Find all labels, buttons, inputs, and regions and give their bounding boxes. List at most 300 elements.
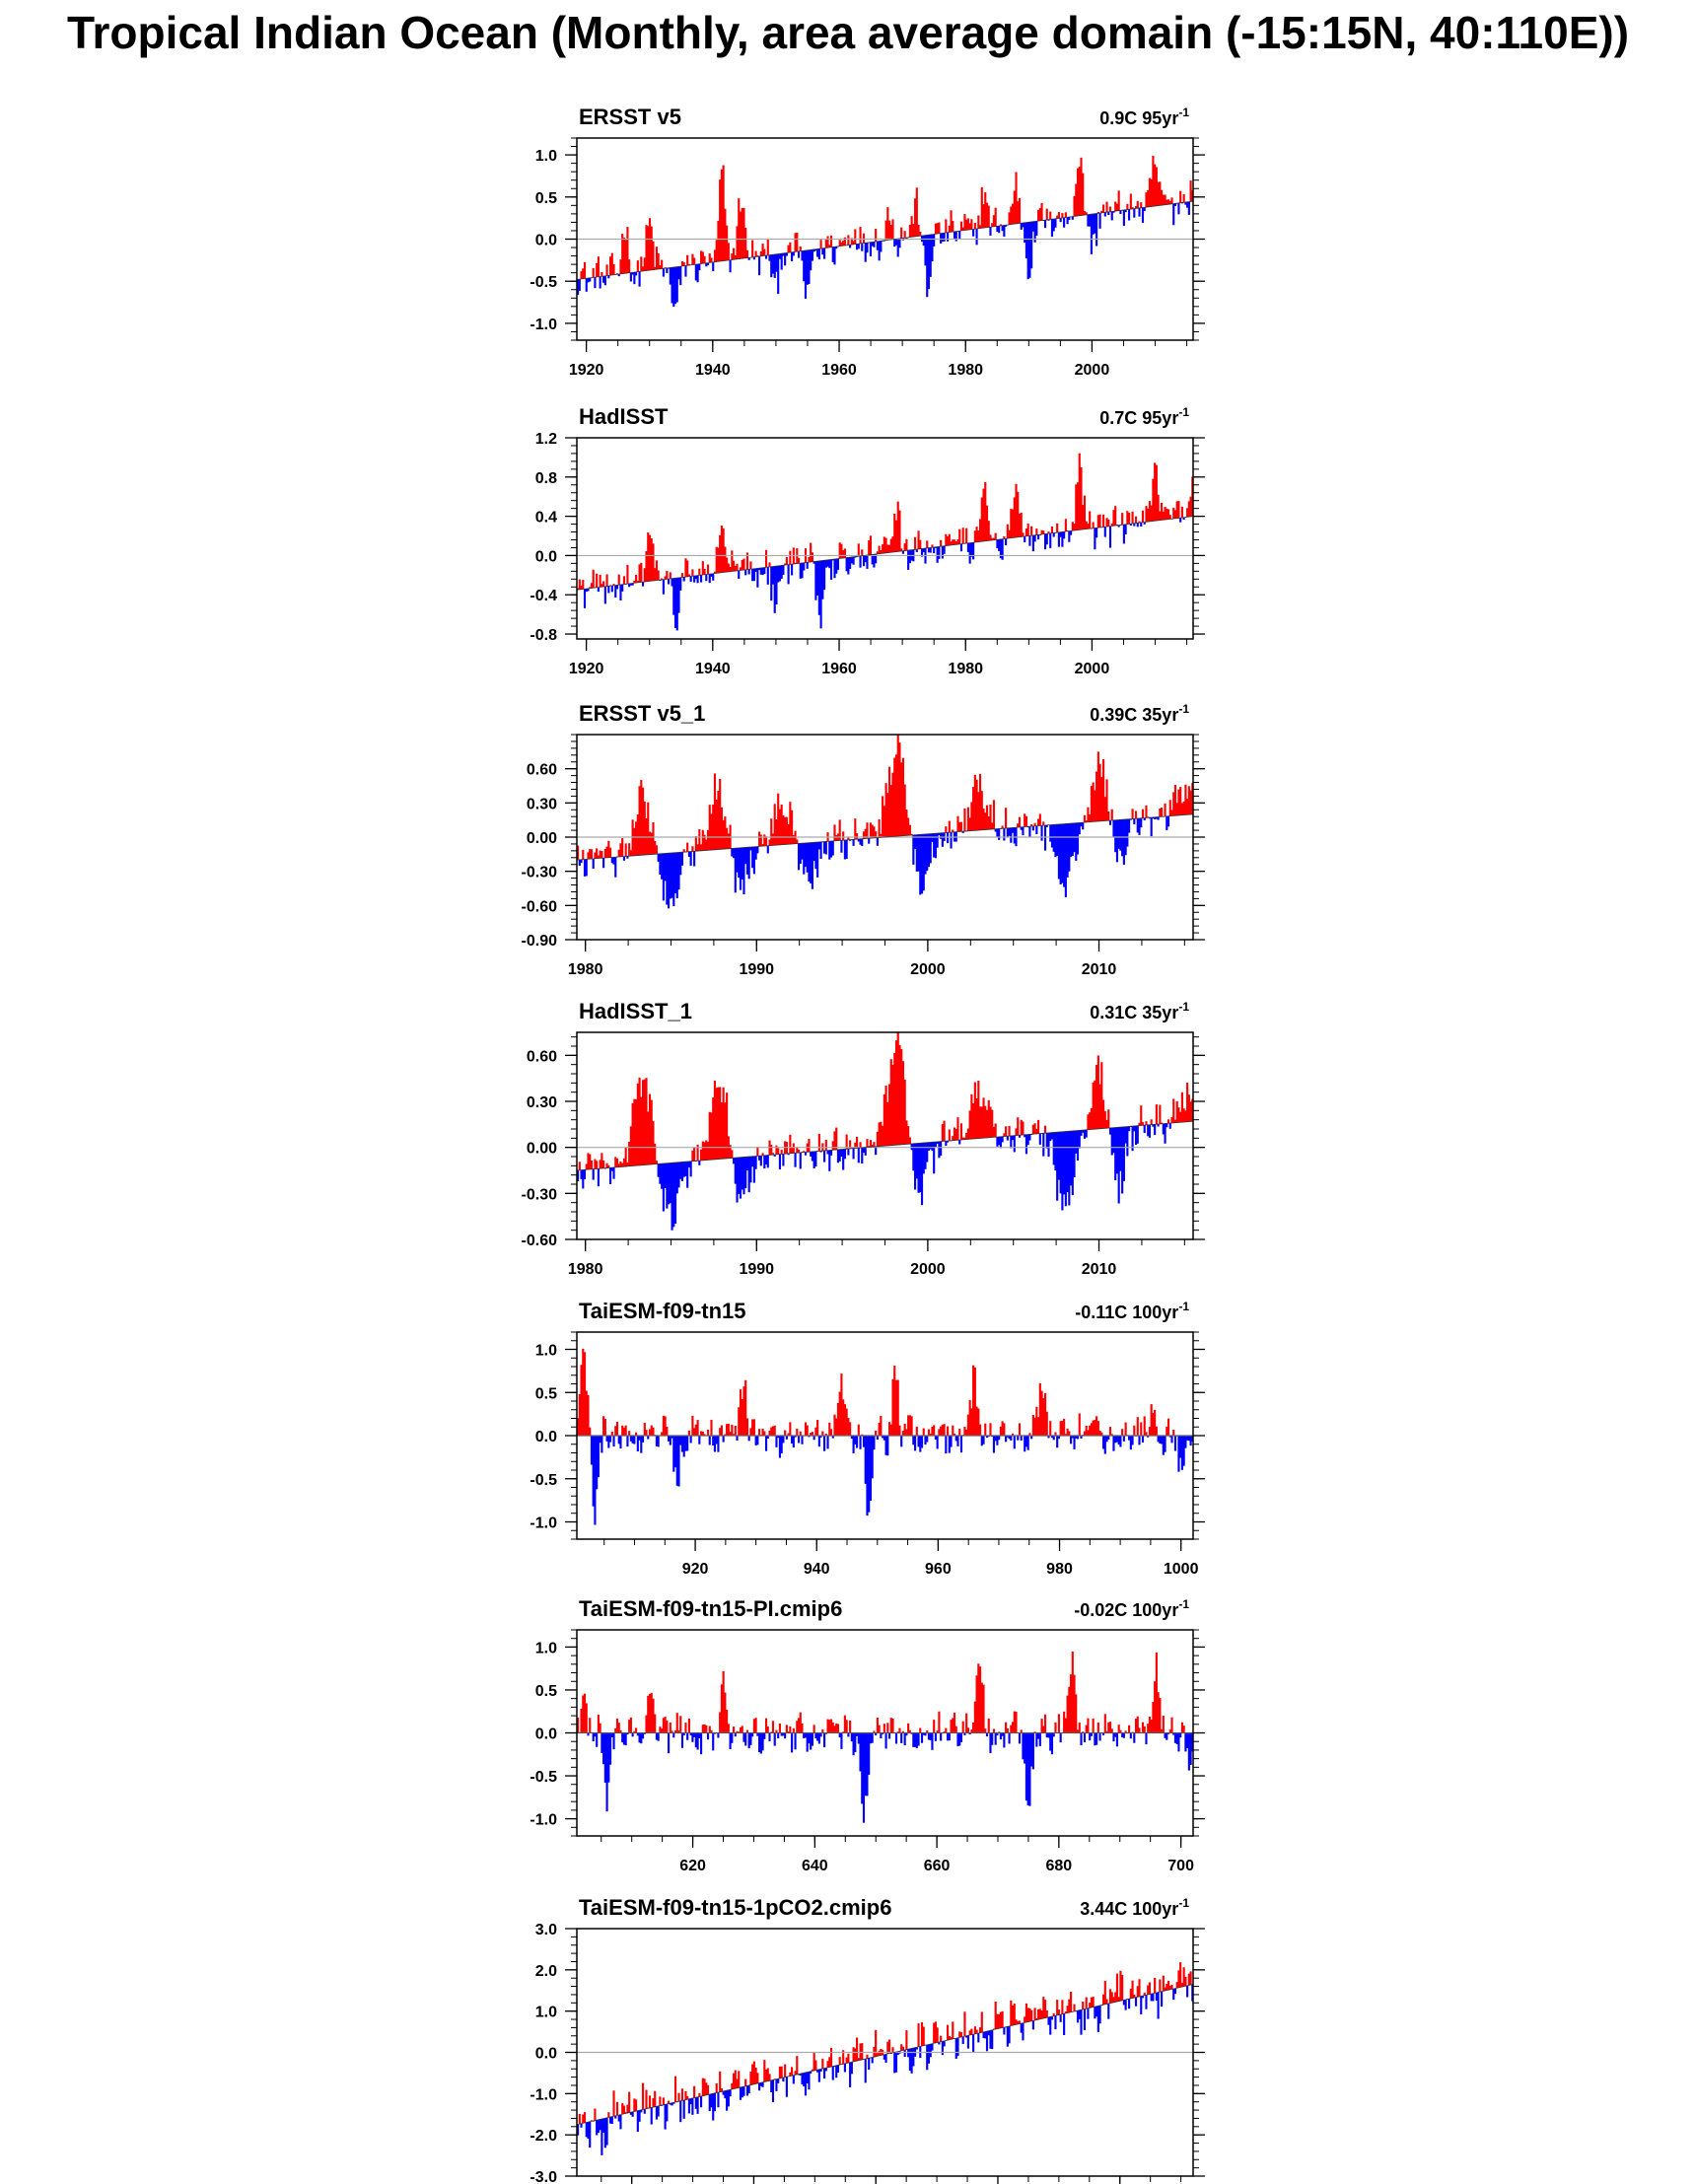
positive-anomaly-bar	[1145, 1121, 1147, 1125]
positive-anomaly-bar	[763, 1432, 765, 1436]
positive-anomaly-bar	[813, 1725, 815, 1732]
negative-anomaly-bar	[1005, 538, 1007, 545]
negative-anomaly-bar	[823, 1436, 825, 1451]
positive-anomaly-bar	[1156, 1104, 1158, 1124]
x-tick-label: 1960	[821, 362, 857, 379]
positive-anomaly-bar	[1167, 1419, 1169, 1436]
y-tick-label: -0.5	[530, 1769, 557, 1787]
panel-title: ERSST v5	[579, 105, 681, 129]
y-tick-label: 0.0	[534, 1726, 557, 1743]
positive-anomaly-bar	[1087, 1719, 1089, 1733]
negative-anomaly-bar	[690, 1436, 692, 1443]
positive-anomaly-bar	[1079, 1723, 1081, 1732]
positive-anomaly-bar	[856, 2038, 858, 2062]
positive-anomaly-bar	[1002, 2011, 1004, 2028]
negative-anomaly-bar	[853, 839, 855, 846]
trend-label: 0.39C $35yr^{-1}$	[1090, 702, 1189, 725]
negative-anomaly-bar	[803, 563, 805, 571]
positive-anomaly-bar	[958, 529, 960, 544]
positive-anomaly-bar	[1017, 1117, 1019, 1135]
positive-anomaly-bar	[905, 2030, 907, 2050]
panel-title: TaiESM-f09-tn15-1pCO2.cmip6	[579, 1895, 892, 1920]
positive-anomaly-bar	[602, 1161, 604, 1168]
positive-anomaly-bar	[808, 1139, 810, 1152]
negative-anomaly-bar	[1172, 204, 1174, 226]
positive-anomaly-bar	[847, 2054, 849, 2063]
negative-anomaly-bar	[1099, 2006, 1101, 2023]
positive-anomaly-bar	[970, 219, 972, 229]
positive-anomaly-bar	[612, 2090, 614, 2116]
negative-anomaly-bar	[601, 1436, 602, 1452]
positive-anomaly-bar	[1005, 1126, 1007, 1136]
positive-anomaly-bar	[749, 561, 751, 569]
negative-anomaly-bar	[748, 1436, 750, 1441]
negative-anomaly-bar	[666, 2104, 668, 2121]
negative-anomaly-bar	[782, 565, 784, 575]
positive-anomaly-bar	[949, 821, 951, 833]
positive-anomaly-bar	[995, 1123, 997, 1137]
y-tick-label: -1.0	[530, 1811, 557, 1829]
positive-anomaly-bar	[814, 2061, 816, 2071]
positive-anomaly-bar	[586, 1703, 588, 1732]
x-tick-label: 2000	[1074, 362, 1110, 379]
trend-unit-superscript: -1	[1178, 1896, 1189, 1910]
negative-anomaly-bar	[1003, 1733, 1005, 1748]
negative-anomaly-bar	[584, 1169, 586, 1179]
positive-anomaly-bar	[1161, 808, 1163, 816]
positive-anomaly-bar	[947, 1427, 949, 1436]
negative-anomaly-bar	[872, 1733, 874, 1743]
negative-anomaly-bar	[877, 1436, 879, 1440]
positive-anomaly-bar	[601, 851, 602, 858]
negative-anomaly-bar	[1042, 1133, 1044, 1156]
positive-anomaly-bar	[1054, 1723, 1056, 1733]
positive-anomaly-bar	[1137, 1417, 1139, 1436]
negative-anomaly-bar	[1132, 1436, 1134, 1444]
positive-anomaly-bar	[686, 255, 688, 266]
positive-anomaly-bar	[821, 2059, 823, 2069]
negative-anomaly-bar	[832, 841, 834, 856]
positive-anomaly-bar	[1058, 212, 1060, 218]
negative-anomaly-bar	[1158, 817, 1160, 820]
negative-anomaly-bar	[1014, 1436, 1016, 1448]
negative-anomaly-bar	[847, 1149, 849, 1156]
positive-anomaly-bar	[784, 2065, 786, 2078]
positive-anomaly-bar	[1109, 206, 1111, 211]
negative-anomaly-bar	[1107, 2004, 1109, 2019]
positive-anomaly-bar	[1070, 1992, 1072, 2012]
negative-anomaly-bar	[1019, 1733, 1021, 1744]
positive-anomaly-bar	[962, 528, 964, 543]
positive-anomaly-bar	[602, 581, 604, 587]
negative-anomaly-bar	[1144, 207, 1146, 211]
positive-anomaly-bar	[1144, 1726, 1146, 1733]
y-tick-label: -0.4	[530, 588, 557, 605]
positive-anomaly-bar	[1132, 809, 1134, 818]
negative-anomaly-bar	[619, 1436, 621, 1448]
positive-anomaly-bar	[1142, 511, 1144, 523]
y-tick-label: 0.5	[534, 1385, 557, 1403]
y-tick-label: 0.0	[534, 2045, 557, 2063]
positive-anomaly-bar	[1181, 507, 1183, 518]
negative-anomaly-bar	[872, 2058, 874, 2064]
negative-anomaly-bar	[1140, 523, 1142, 527]
negative-anomaly-bar	[982, 1436, 984, 1444]
positive-anomaly-bar	[606, 264, 608, 275]
negative-anomaly-bar	[767, 1156, 769, 1168]
negative-anomaly-bar	[793, 1436, 795, 1447]
y-tick-label: 1.0	[534, 2004, 557, 2021]
negative-anomaly-bar	[1028, 1134, 1030, 1140]
negative-anomaly-bar	[700, 575, 702, 582]
positive-anomaly-bar	[1044, 1126, 1046, 1134]
negative-anomaly-bar	[593, 1169, 595, 1180]
negative-anomaly-bar	[782, 2078, 784, 2081]
y-axis	[530, 431, 1205, 644]
positive-anomaly-bar	[612, 264, 614, 275]
x-tick-label: 1980	[567, 961, 603, 978]
negative-anomaly-bar	[712, 1733, 714, 1751]
positive-anomaly-bar	[866, 822, 868, 838]
negative-anomaly-bar	[777, 1733, 779, 1738]
positive-anomaly-bar	[630, 1718, 632, 1733]
positive-anomaly-bar	[858, 1425, 860, 1436]
negative-anomaly-bar	[1095, 1733, 1097, 1745]
positive-anomaly-bar	[988, 206, 990, 228]
negative-anomaly-bar	[1140, 818, 1142, 827]
negative-anomaly-bar	[1032, 1733, 1034, 1770]
positive-anomaly-bar	[1140, 202, 1142, 208]
trend-label: -0.02C $100yr^{-1}$	[1074, 1597, 1189, 1620]
positive-anomaly-bar	[1135, 811, 1137, 819]
negative-anomaly-bar	[904, 2050, 906, 2057]
positive-anomaly-bar	[774, 1426, 776, 1436]
positive-anomaly-bar	[768, 2074, 770, 2080]
negative-anomaly-bar	[1128, 819, 1130, 833]
negative-anomaly-bar	[1179, 1733, 1181, 1738]
negative-anomaly-bar	[579, 279, 581, 291]
positive-anomaly-bar	[683, 262, 685, 266]
negative-anomaly-bar	[609, 1436, 611, 1443]
x-tick-label: 1940	[695, 362, 731, 379]
x-tick-label: 940	[803, 1561, 830, 1578]
positive-anomaly-bar	[821, 1432, 823, 1436]
negative-anomaly-bar	[791, 1733, 793, 1753]
positive-anomaly-bar	[621, 838, 623, 857]
negative-anomaly-bar	[998, 828, 1000, 839]
negative-anomaly-bar	[1070, 530, 1072, 534]
negative-anomaly-bar	[690, 1162, 692, 1177]
negative-anomaly-bar	[1084, 2009, 1086, 2030]
negative-anomaly-bar	[658, 1436, 660, 1446]
positive-anomaly-bar	[594, 2108, 596, 2120]
negative-anomaly-bar	[782, 1436, 784, 1443]
panel-title: TaiESM-f09-tn15-PI.cmip6	[579, 1596, 843, 1621]
positive-anomaly-bar	[800, 247, 802, 251]
positive-anomaly-bar	[1170, 1718, 1172, 1733]
y-tick-label: -1.0	[530, 1515, 557, 1532]
negative-anomaly-bar	[705, 575, 707, 582]
negative-anomaly-bar	[989, 227, 991, 236]
negative-anomaly-bar	[1002, 539, 1004, 560]
negative-anomaly-bar	[880, 241, 882, 251]
positive-anomaly-bar	[960, 2032, 962, 2037]
positive-anomaly-bar	[635, 2099, 637, 2111]
negative-anomaly-bar	[635, 272, 637, 276]
negative-anomaly-bar	[600, 277, 601, 289]
negative-anomaly-bar	[1035, 826, 1037, 834]
negative-anomaly-bar	[1186, 1986, 1188, 1998]
negative-anomaly-bar	[679, 578, 681, 591]
x-tick-label: 700	[1167, 1858, 1194, 1874]
positive-anomaly-bar	[1138, 1727, 1140, 1732]
negative-anomaly-bar	[632, 2112, 634, 2117]
positive-anomaly-bar	[849, 1721, 851, 1732]
positive-anomaly-bar	[982, 1685, 984, 1733]
positive-anomaly-bar	[1167, 1119, 1169, 1123]
negative-anomaly-bar	[586, 859, 588, 876]
positive-anomaly-bar	[856, 833, 858, 839]
positive-anomaly-bar	[705, 1726, 707, 1733]
negative-anomaly-bar	[609, 1733, 611, 1765]
positive-anomaly-bar	[777, 1148, 779, 1154]
negative-anomaly-bar	[1170, 1436, 1172, 1443]
positive-anomaly-bar	[967, 1727, 969, 1732]
positive-anomaly-bar	[786, 557, 788, 565]
negative-anomaly-bar	[626, 1436, 628, 1446]
positive-anomaly-bar	[693, 257, 695, 264]
positive-anomaly-bar	[693, 2086, 695, 2098]
negative-anomaly-bar	[1109, 820, 1111, 825]
positive-anomaly-bar	[1159, 1698, 1161, 1732]
negative-anomaly-bar	[612, 1167, 614, 1179]
negative-anomaly-bar	[825, 841, 827, 854]
negative-anomaly-bar	[642, 1436, 644, 1443]
positive-anomaly-bar	[674, 2077, 676, 2102]
positive-anomaly-bar	[738, 2071, 740, 2087]
negative-anomaly-bar	[813, 1436, 815, 1440]
positive-anomaly-bar	[870, 535, 872, 554]
negative-anomaly-bar	[698, 264, 700, 270]
x-tick-label: 2010	[1081, 961, 1117, 978]
negative-anomaly-bar	[1039, 1733, 1041, 1746]
positive-anomaly-bar	[1046, 1412, 1048, 1436]
x-tick-label: 980	[1046, 1561, 1073, 1578]
positive-anomaly-bar	[628, 259, 630, 273]
negative-anomaly-bar	[1135, 1998, 1137, 2007]
positive-anomaly-bar	[801, 1724, 803, 1733]
positive-anomaly-bar	[1183, 194, 1185, 202]
negative-anomaly-bar	[1054, 219, 1056, 228]
positive-anomaly-bar	[914, 537, 916, 550]
positive-anomaly-bar	[858, 543, 860, 556]
x-tick-label: 1000	[1163, 1561, 1199, 1578]
positive-anomaly-bar	[1030, 527, 1032, 535]
negative-anomaly-bar	[1082, 822, 1084, 829]
positive-anomaly-bar	[584, 2112, 586, 2123]
x-tick-label: 960	[925, 1561, 952, 1578]
negative-anomaly-bar	[1130, 1733, 1132, 1739]
positive-anomaly-bar	[746, 1418, 748, 1436]
negative-anomaly-bar	[1003, 2027, 1005, 2034]
positive-anomaly-bar	[981, 2011, 983, 2032]
negative-anomaly-bar	[738, 571, 740, 579]
negative-anomaly-bar	[748, 2085, 750, 2093]
positive-anomaly-bar	[800, 1432, 802, 1436]
negative-anomaly-bar	[931, 2044, 933, 2051]
positive-anomaly-bar	[781, 1150, 783, 1154]
y-tick-label: -0.30	[521, 1186, 557, 1204]
positive-anomaly-bar	[825, 1140, 827, 1151]
negative-anomaly-bar	[1119, 210, 1121, 214]
trend-unit-superscript: -1	[1178, 702, 1189, 716]
positive-anomaly-bar	[1125, 1423, 1127, 1436]
negative-anomaly-bar	[598, 588, 600, 592]
positive-anomaly-bar	[656, 1161, 658, 1163]
anomaly-bars	[577, 1962, 1193, 2155]
negative-anomaly-bar	[1084, 1733, 1086, 1743]
positive-anomaly-bar	[1039, 813, 1041, 825]
positive-anomaly-bar	[744, 2079, 746, 2086]
negative-anomaly-bar	[594, 277, 596, 288]
negative-anomaly-bar	[823, 1733, 825, 1748]
negative-anomaly-bar	[933, 234, 935, 246]
positive-anomaly-bar	[1075, 1694, 1077, 1732]
positive-anomaly-bar	[1164, 804, 1166, 816]
positive-anomaly-bar	[945, 219, 947, 233]
positive-anomaly-bar	[916, 1427, 918, 1436]
negative-anomaly-bar	[730, 260, 732, 272]
negative-anomaly-bar	[690, 576, 692, 582]
positive-anomaly-bar	[970, 2029, 972, 2035]
positive-anomaly-bar	[642, 2083, 644, 2110]
y-tick-label: -0.60	[521, 898, 557, 916]
y-tick-label: -0.90	[521, 933, 557, 950]
negative-anomaly-bar	[791, 564, 793, 575]
positive-anomaly-bar	[707, 2085, 709, 2095]
negative-anomaly-bar	[844, 2064, 846, 2073]
negative-anomaly-bar	[1169, 1123, 1171, 1129]
positive-anomaly-bar	[1179, 191, 1181, 203]
negative-anomaly-bar	[1095, 528, 1097, 537]
negative-anomaly-bar	[1138, 1436, 1140, 1444]
positive-anomaly-bar	[781, 2067, 783, 2078]
negative-anomaly-bar	[800, 1153, 802, 1169]
negative-anomaly-bar	[1054, 2015, 1056, 2029]
positive-anomaly-bar	[812, 552, 813, 562]
positive-anomaly-bar	[993, 1728, 995, 1732]
negative-anomaly-bar	[1044, 825, 1046, 851]
y-tick-label: 0.0	[534, 1429, 557, 1445]
negative-anomaly-bar	[1151, 817, 1153, 836]
negative-anomaly-bar	[837, 559, 839, 570]
positive-anomaly-bar	[830, 236, 832, 247]
negative-anomaly-bar	[1040, 825, 1042, 840]
negative-anomaly-bar	[748, 569, 750, 574]
anomaly-bars	[577, 1652, 1193, 1823]
positive-anomaly-bar	[735, 1426, 737, 1436]
negative-anomaly-bar	[1095, 214, 1097, 247]
negative-anomaly-bar	[933, 547, 935, 553]
negative-anomaly-bar	[888, 1733, 890, 1739]
positive-anomaly-bar	[911, 1416, 913, 1436]
positive-anomaly-bar	[1169, 515, 1171, 519]
positive-anomaly-bar	[765, 836, 767, 846]
positive-anomaly-bar	[1065, 212, 1067, 217]
trend-label: 0.7C $95yr^{-1}$	[1099, 405, 1189, 428]
positive-anomaly-bar	[883, 1724, 885, 1732]
trend-unit-superscript: -1	[1178, 106, 1189, 119]
positive-anomaly-bar	[659, 2096, 661, 2105]
negative-anomaly-bar	[580, 860, 582, 863]
negative-anomaly-bar	[1174, 1436, 1176, 1451]
negative-anomaly-bar	[1086, 1130, 1088, 1138]
chart-panel-2	[530, 404, 1205, 677]
x-tick-label: 2010	[1081, 1261, 1117, 1278]
positive-anomaly-bar	[1170, 197, 1172, 203]
positive-anomaly-bar	[861, 549, 863, 555]
positive-anomaly-bar	[1105, 202, 1107, 213]
negative-anomaly-bar	[697, 2097, 699, 2114]
positive-anomaly-bar	[842, 831, 844, 840]
x-axis	[568, 940, 1184, 978]
negative-anomaly-bar	[861, 244, 863, 251]
positive-anomaly-bar	[960, 1123, 962, 1140]
negative-anomaly-bar	[950, 832, 952, 849]
negative-anomaly-bar	[944, 546, 946, 554]
negative-anomaly-bar	[1133, 1733, 1135, 1743]
negative-anomaly-bar	[644, 2109, 646, 2114]
positive-anomaly-bar	[859, 227, 861, 244]
positive-anomaly-bar	[898, 511, 900, 552]
negative-anomaly-bar	[861, 839, 863, 846]
y-tick-label: 0.5	[534, 1682, 557, 1700]
positive-anomaly-bar	[818, 1134, 820, 1151]
positive-anomaly-bar	[1027, 524, 1029, 536]
negative-anomaly-bar	[584, 589, 586, 607]
x-tick-label: 2000	[910, 1261, 946, 1278]
x-tick-label: 680	[1045, 1858, 1073, 1874]
positive-anomaly-bar	[755, 1718, 757, 1732]
negative-anomaly-bar	[921, 1436, 923, 1448]
positive-anomaly-bar	[945, 826, 947, 832]
positive-anomaly-bar	[791, 2067, 793, 2076]
negative-anomaly-bar	[846, 840, 848, 859]
positive-anomaly-bar	[666, 571, 668, 579]
y-tick-label: 2.0	[534, 1962, 557, 1980]
positive-anomaly-bar	[944, 1424, 946, 1436]
negative-anomaly-bar	[744, 570, 746, 576]
positive-anomaly-bar	[904, 231, 906, 238]
positive-anomaly-bar	[710, 1420, 712, 1436]
negative-anomaly-bar	[1125, 525, 1127, 534]
negative-anomaly-bar	[691, 2098, 693, 2115]
negative-anomaly-bar	[945, 1436, 947, 1453]
positive-anomaly-bar	[993, 800, 995, 828]
positive-anomaly-bar	[1163, 1716, 1165, 1733]
positive-anomaly-bar	[1030, 2010, 1032, 2021]
positive-anomaly-bar	[1170, 1985, 1172, 1989]
negative-anomaly-bar	[1002, 1137, 1004, 1143]
panel-title: ERSST v5_1	[579, 701, 706, 726]
positive-anomaly-bar	[789, 1726, 791, 1732]
positive-anomaly-bar	[1093, 1719, 1095, 1733]
negative-anomaly-bar	[868, 838, 870, 843]
negative-anomaly-bar	[1060, 2014, 1062, 2022]
negative-anomaly-bar	[972, 229, 974, 236]
positive-anomaly-bar	[919, 540, 921, 549]
positive-anomaly-bar	[758, 1429, 760, 1436]
